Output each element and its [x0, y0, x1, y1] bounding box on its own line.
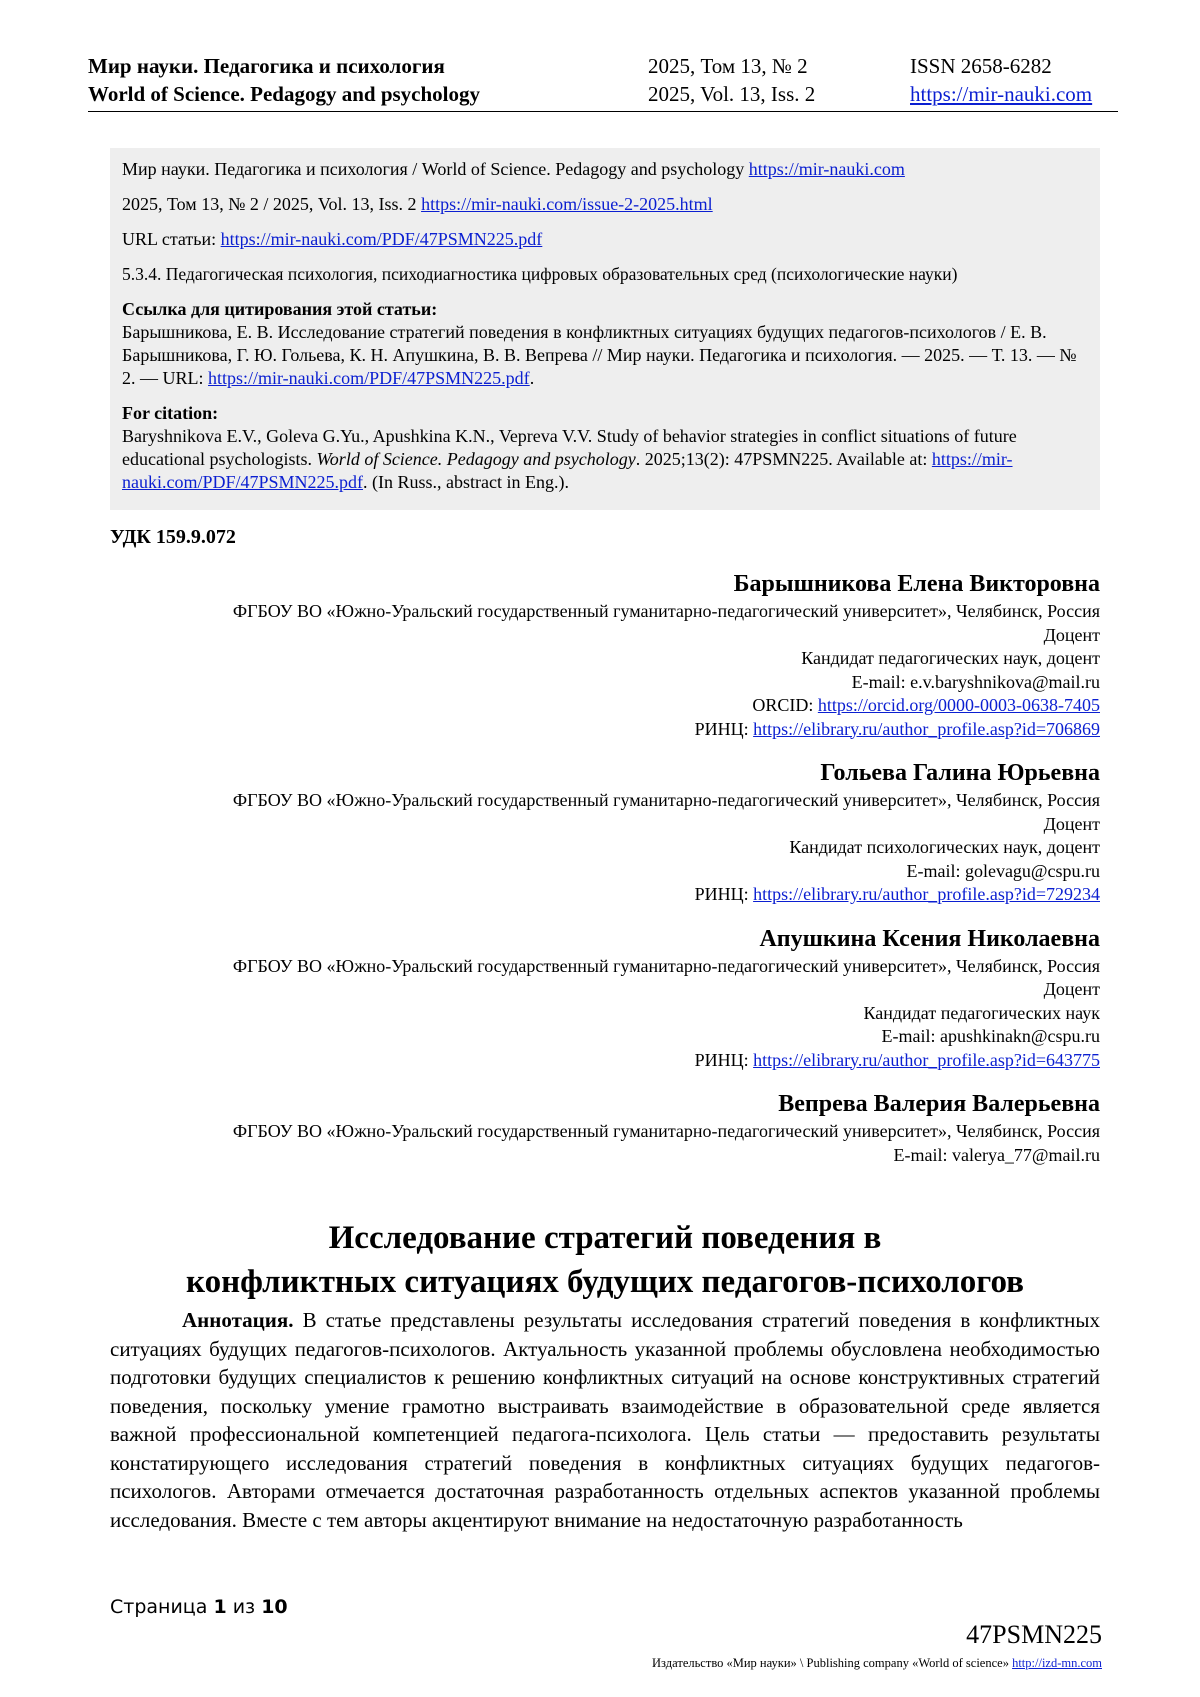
citation-en [122, 402, 1088, 494]
author-email: E-mail: e.v.baryshnikova@mail.ru [851, 671, 1100, 692]
citation-en-heading: For citation: [122, 403, 219, 423]
issue-line: 2025, Том 13, № 2 / 2025, Vol. 13, Iss. 2 https://mir-nauki.com/issue-2-2025.html [122, 194, 713, 214]
author-block [110, 568, 1100, 741]
publisher-link[interactable]: http://izd-mn.com [1012, 1656, 1102, 1670]
abstract-text: В статье представлены результаты исследования стратегий поведения в конфликтных ситуациях будущих педагогов-психологов. Актуальность указанной проблемы обусловлена необходимостью подготовки будущих специалистов к решению конфликтных ситуаций на основе конструктивных стратегий поведения, поскольку умение грамотно выстраивать взаимодействие в образовательной среде является важной профессиональной компетенцией педагога-психолога. Цель статьи — предоставить результаты констатирующего исследования стратегий поведения в конфликтных ситуациях будущих педагогов-психологов. Авторами отмечается достаточная разработанность отдельных аспектов указанной проблемы исследования. Вместе с тем авторы акцентируют внимание на недостаточную разработанность [110, 1308, 1100, 1532]
author-block [110, 1088, 1100, 1167]
citation-ru-heading: Ссылка для цитирования этой статьи: [122, 299, 438, 319]
author-affiliation: ФГБОУ ВО «Южно-Уральский государственный гуманитарно-педагогический университет», Челябинск, Россия [232, 790, 1100, 810]
journal-title-en: World of Science. Pedagogy and psychology [88, 82, 481, 106]
author-affiliation: ФГБОУ ВО «Южно-Уральский государственный гуманитарно-педагогический университет», Челябинск, Россия [232, 1121, 1100, 1141]
author-email: E-mail: golevagu@cspu.ru [906, 860, 1100, 881]
author-position: Доцент [1043, 624, 1100, 645]
rinc-link[interactable]: https://elibrary.ru/author_profile.asp?id=643775 [753, 1049, 1100, 1070]
author-name: Вепрева Валерия Валерьевна [778, 1091, 1100, 1117]
author-email: E-mail: valerya_77@mail.ru [893, 1144, 1100, 1165]
author-rinc: РИНЦ: https://elibrary.ru/author_profile.asp?id=643775 [694, 1049, 1100, 1070]
author-rinc: РИНЦ: https://elibrary.ru/author_profile.asp?id=706869 [694, 718, 1100, 739]
citation-info-box [110, 148, 1100, 510]
author-orcid: ORCID: https://orcid.org/0000-0003-0638-7405 [752, 695, 1100, 715]
issue-block [648, 52, 815, 108]
author-email: E-mail: apushkinakn@cspu.ru [881, 1026, 1100, 1046]
authors-section [110, 568, 1100, 1183]
issue-en: 2025, Vol. 13, Iss. 2 [648, 82, 816, 106]
author-degree: Кандидат педагогических наук [863, 1002, 1100, 1023]
rinc-link[interactable]: https://elibrary.ru/author_profile.asp?id=706869 [753, 718, 1100, 739]
issn: ISSN 2658-6282 [910, 54, 1052, 78]
author-block [110, 923, 1100, 1073]
citation-en-text: Baryshnikova E.V., Goleva G.Yu., Apushkina K.N., Vepreva V.V. Study of behavior strategies in conflict situations of future educational psychologists. World of Science. Pedagogy and psychology. 2025;13(2): 47PSMN225. Available at: https://mir-nauki.com/PDF/47PSMN225.pdf. (In Russ., abstract in Eng.). [122, 426, 1017, 492]
journal-title-block [88, 52, 480, 108]
citation-ru-link[interactable]: https://mir-nauki.com/PDF/47PSMN225.pdf [208, 368, 530, 388]
issue-ru: 2025, Том 13, № 2 [648, 54, 808, 78]
author-affiliation: ФГБОУ ВО «Южно-Уральский государственный гуманитарно-педагогический университет», Челябинск, Россия [232, 601, 1100, 621]
citation-en-link[interactable]: https://mir-nauki.com/PDF/47PSMN225.pdf [122, 449, 1013, 492]
journal-title-ru: Мир науки. Педагогика и психология [88, 54, 445, 78]
author-name: Гольева Галина Юрьевна [820, 760, 1100, 786]
journal-line: Мир науки. Педагогика и психология / World of Science. Pedagogy and psychology https://mir-nauki.com [122, 159, 905, 179]
udk-code: УДК 159.9.072 [110, 526, 236, 548]
publisher-line: Издательство «Мир науки» \ Publishing company «World of science» http://izd-mn.com [652, 1656, 1102, 1670]
specialty-line: 5.3.4. Педагогическая психология, психодиагностика цифровых образовательных сред (психологические науки) [122, 264, 958, 284]
rinc-link[interactable]: https://elibrary.ru/author_profile.asp?id=729234 [753, 884, 1100, 904]
article-title: Исследование стратегий поведения в конфликтных ситуациях будущих педагогов-психологов [186, 1220, 1024, 1300]
journal-site-link[interactable]: https://mir-nauki.com [910, 82, 1093, 106]
author-rinc: РИНЦ: https://elibrary.ru/author_profile.asp?id=729234 [694, 884, 1100, 904]
page-number: Страница 1 из 10 [110, 1596, 288, 1618]
author-affiliation: ФГБОУ ВО «Южно-Уральский государственный гуманитарно-педагогический университет», Челябинск, Россия [232, 955, 1100, 976]
abstract-label: Аннотация. [182, 1308, 294, 1332]
author-block [110, 757, 1100, 907]
orcid-link[interactable]: https://orcid.org/0000-0003-0638-7405 [817, 695, 1100, 715]
article-url-line: URL статьи: https://mir-nauki.com/PDF/47PSMN225.pdf [122, 229, 543, 249]
citation-ru-text: Барышникова, Е. В. Исследование стратегий поведения в конфликтных ситуациях будущих педагогов-психологов / Е. В. Барышникова, Г. Ю. Гольева, К. Н. Апушкина, В. В. Вепрева // Мир науки. Педагогика и психология. — 2025. — Т. 13. — № 2. — URL: https://mir-nauki.com/PDF/47PSMN225.pdf. [122, 322, 1077, 388]
author-degree: Кандидат педагогических наук, доцент [801, 648, 1100, 668]
journal-link[interactable]: https://mir-nauki.com [748, 159, 905, 179]
author-degree: Кандидат психологических наук, доцент [789, 837, 1100, 857]
author-position: Доцент [1043, 979, 1100, 999]
citation-ru [122, 298, 1088, 390]
issn-block [910, 52, 1092, 108]
page-header [88, 52, 1118, 112]
article-url-link[interactable]: https://mir-nauki.com/PDF/47PSMN225.pdf [220, 229, 543, 249]
issue-link[interactable]: https://mir-nauki.com/issue-2-2025.html [421, 194, 713, 214]
author-name: Апушкина Ксения Николаевна [759, 925, 1100, 952]
author-name: Барышникова Елена Викторовна [733, 571, 1100, 597]
article-code: 47PSMN225 [966, 1620, 1102, 1649]
author-position: Доцент [1043, 813, 1100, 834]
abstract [110, 1306, 1100, 1534]
